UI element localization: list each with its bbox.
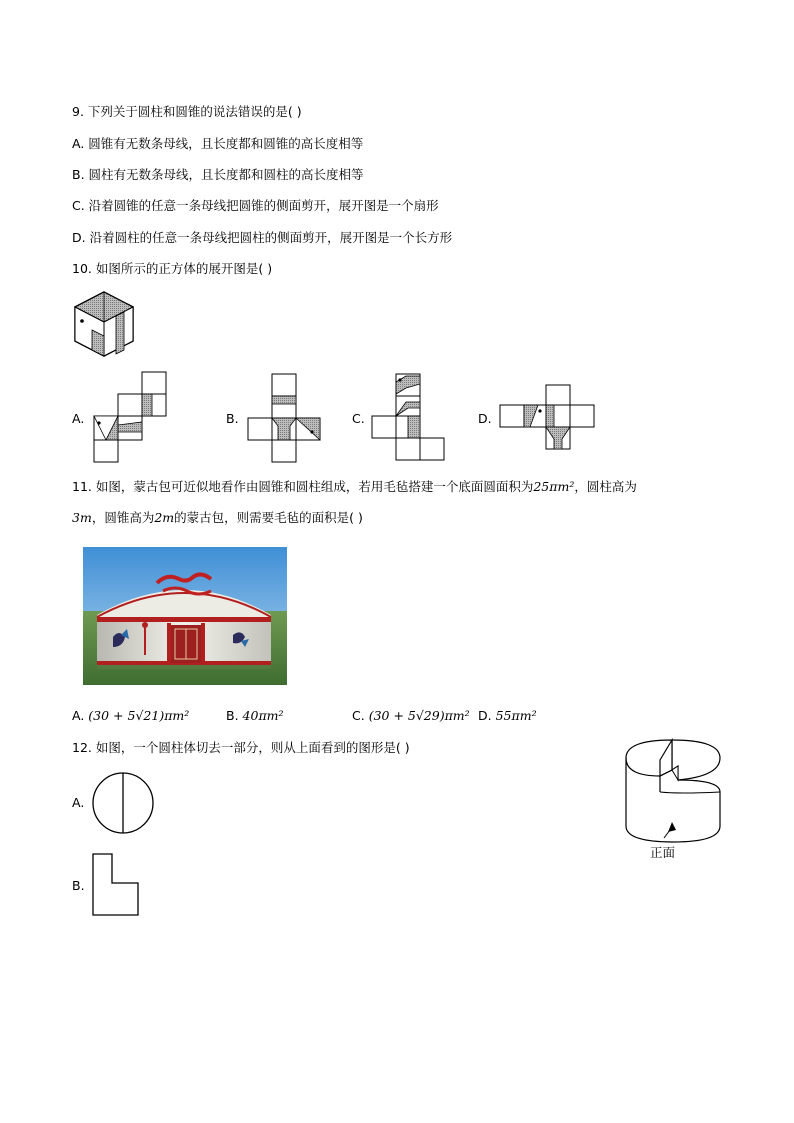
q11-option-b-label: B. [226,708,239,723]
q12-label-a: A. [72,795,85,810]
q10-label-b: B. [226,411,239,426]
q11-stem-tail: ，圆柱高为 [574,479,637,494]
q12-stem: 12. 如图，一个圆柱体切去一部分，则从上面看到的图形是( ) [72,740,410,755]
q11-option-c [352,708,470,724]
q9-stem: 9. 下列关于圆柱和圆锥的说法错误的是( ) [72,104,302,119]
cut-cylinder-figure [620,736,730,860]
net-a [92,370,168,465]
q11-cylinder-height: 3m [72,510,92,525]
q9-option-d: D. 沿着圆柱的任意一条母线把圆柱的侧面剪开，展开图是一个长方形 [72,230,453,245]
front-label: 正面 [650,845,676,860]
q12-label-b: B. [72,878,85,893]
q11-option-d-label: D. [478,708,492,723]
q11-stem-line2 [72,510,363,526]
q9-option-a: A. 圆锥有无数条母线，且长度都和圆锥的高长度相等 [72,136,364,151]
q11-base-area: 25πm² [533,479,575,494]
q11-option-b [226,708,284,724]
q9-option-b: B. 圆柱有无数条母线，且长度都和圆柱的高长度相等 [72,167,364,182]
q10-label-c: C. [352,411,365,426]
q11-stem-text: 11. 如图，蒙古包可近似地看作由圆锥和圆柱组成，若用毛毡搭建一个底面圆面积为 [72,479,534,494]
q12-option-b-figure [92,853,140,917]
q10-stem: 10. 如图所示的正方体的展开图是( ) [72,261,273,276]
q12-option-a-figure [92,772,156,834]
q10-label-d: D. [478,411,492,426]
q11-stem-text2: ，圆锥高为 [91,510,155,525]
q11-option-b-value: 40πm² [242,708,284,723]
q11-option-c-label: C. [352,708,365,723]
q10-label-a: A. [72,411,85,426]
q11-cone-height: 2m [154,510,175,525]
q11-option-d-value: 55πm² [495,708,537,723]
q11-stem-line1 [72,479,637,495]
q11-option-a-label: A. [72,708,85,723]
q11-option-a [72,708,189,724]
net-d [498,383,596,453]
q11-option-a-value: (30 + 5√21)πm² [88,708,190,723]
q11-stem-text3: 的蒙古包，则需要毛毡的面积是( ) [174,510,363,525]
q9-option-c: C. 沿着圆锥的任意一条母线把圆锥的侧面剪开，展开图是一个扇形 [72,198,439,213]
cube-figure [72,290,136,358]
q11-option-c-value: (30 + 5√29)πm² [368,708,470,723]
net-b [246,372,322,466]
net-c [370,372,446,464]
yurt-photo [83,547,287,685]
q11-option-d [478,708,537,724]
